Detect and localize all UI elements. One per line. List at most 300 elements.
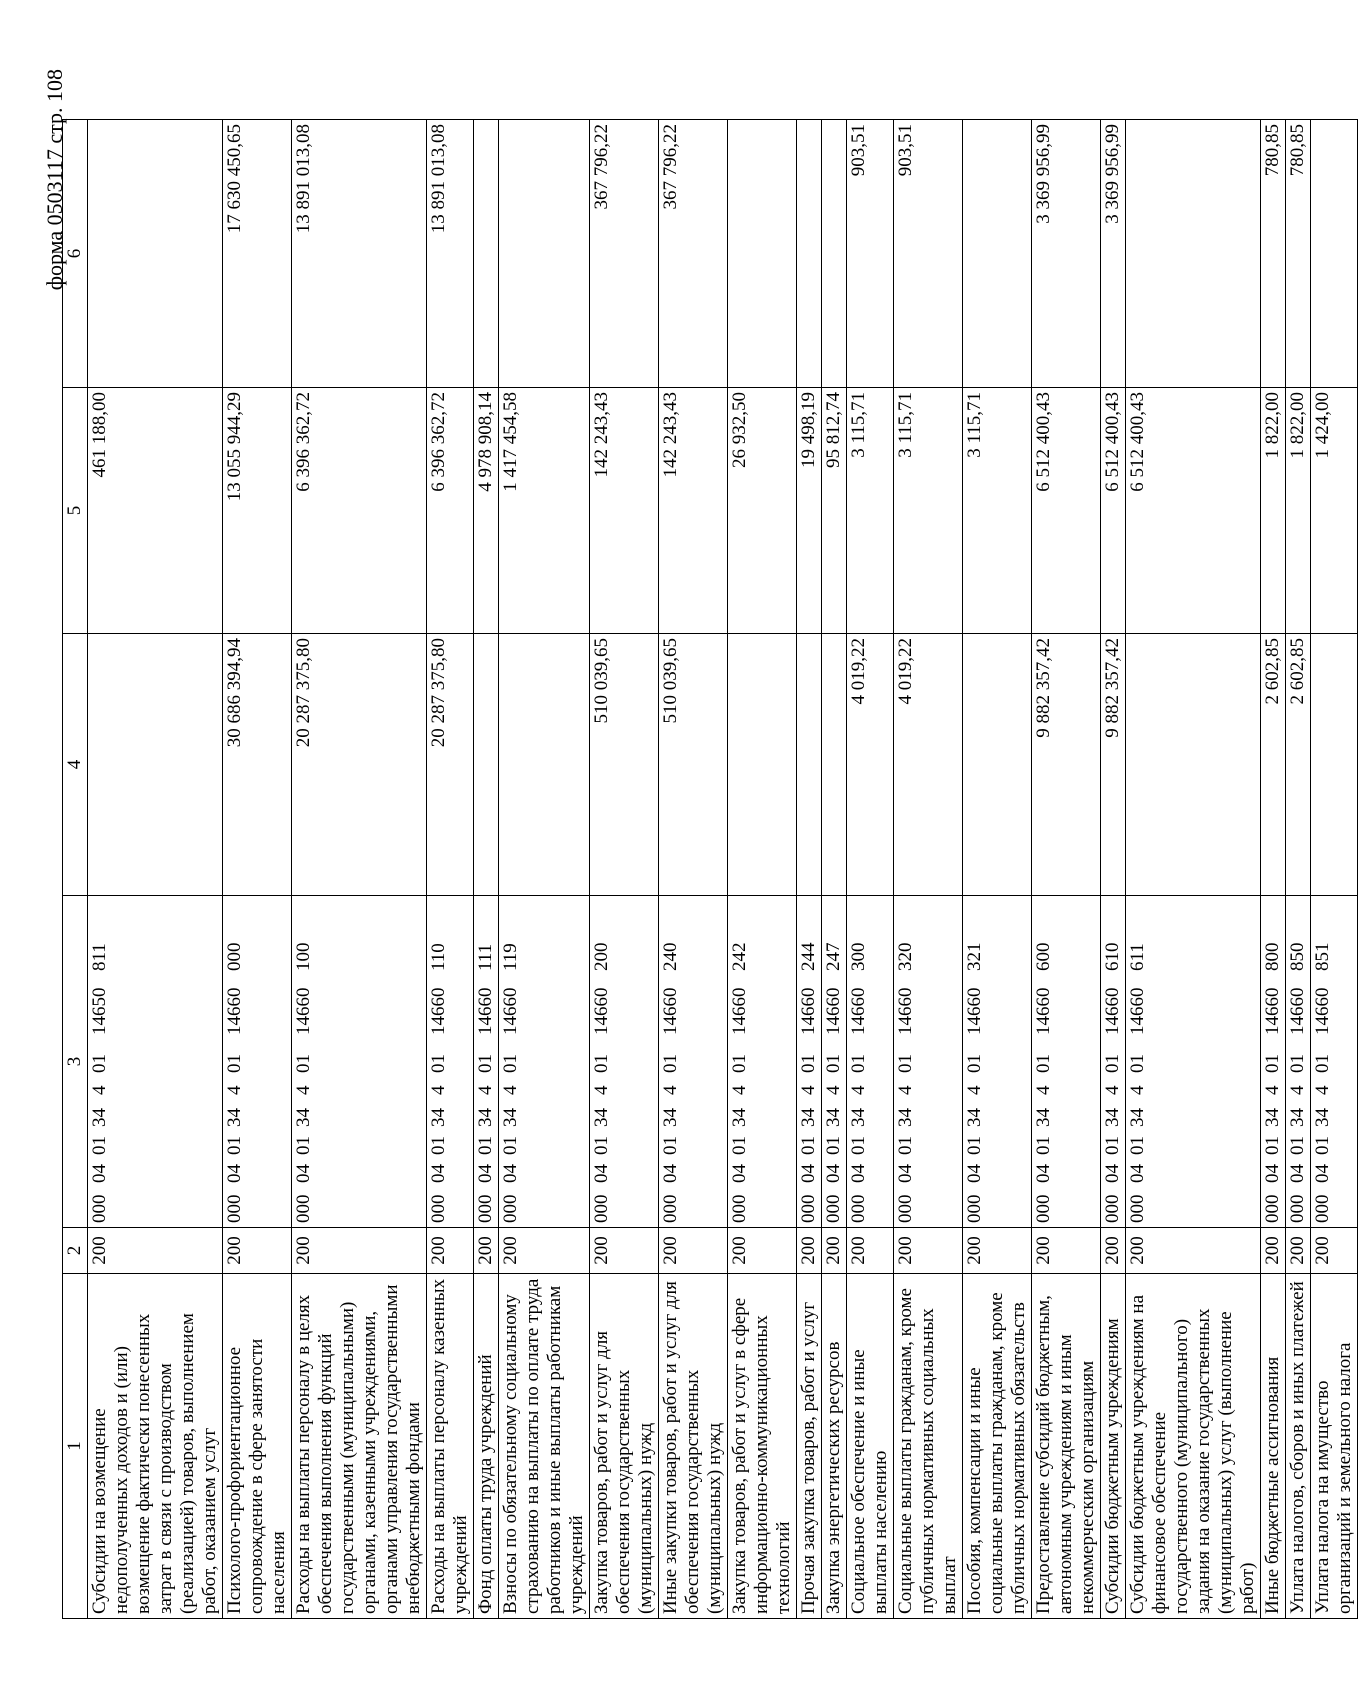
- executed-amount: 95 812,74: [822, 388, 847, 634]
- code-segment: 04: [798, 1164, 819, 1183]
- line-code: 200: [894, 1228, 963, 1274]
- executed-amount: 1 417 454,58: [499, 388, 590, 634]
- code-segment: 01: [224, 1136, 245, 1155]
- form-label: форма 0503117 стр. 108: [42, 69, 67, 291]
- code-segment: 04: [591, 1164, 612, 1183]
- code-segment: 34: [293, 1108, 314, 1127]
- budget-classification-code: [223, 896, 292, 1228]
- column-header-3: 3: [63, 896, 88, 1228]
- code-segment: 01: [660, 1054, 681, 1073]
- code-segment: 611: [1127, 943, 1148, 971]
- line-code: 200: [223, 1228, 292, 1274]
- code-segment: 04: [895, 1164, 916, 1183]
- code-segment: 01: [798, 1136, 819, 1155]
- code-segment: 14660: [1102, 987, 1123, 1035]
- code-segment: 01: [591, 1136, 612, 1155]
- line-code: 200: [797, 1228, 822, 1274]
- code-segment: 01: [1102, 1136, 1123, 1155]
- approved-amount: 510 039,65: [659, 634, 728, 896]
- code-segment: 14660: [1312, 987, 1333, 1035]
- budget-classification-code: [1101, 896, 1126, 1228]
- unexecuted-amount: 903,51: [894, 120, 963, 388]
- code-segment: 34: [89, 1108, 110, 1127]
- code-segment: 04: [964, 1164, 985, 1183]
- expense-table: [62, 119, 1358, 1619]
- table-row: [1311, 120, 1358, 1619]
- executed-amount: 19 498,19: [797, 388, 822, 634]
- executed-amount: 13 055 944,29: [223, 388, 292, 634]
- row-name: Субсидии на возмещение недополученных доходов и (или) возмещение фактически понесенных затрат в связи с производством (реализацией) товаров, выполнением работ, оказанием услуг: [88, 1274, 223, 1619]
- row-name: Иные бюджетные ассигнования: [1261, 1274, 1286, 1619]
- column-header-6: 6: [63, 120, 88, 388]
- code-segment: 321: [964, 942, 985, 971]
- unexecuted-amount: [474, 120, 499, 388]
- code-segment: 01: [1033, 1136, 1054, 1155]
- code-segment: 01: [293, 1054, 314, 1073]
- table-row: [847, 120, 894, 1619]
- row-name: Уплата налога на имущество организаций и земельного налога: [1311, 1274, 1358, 1619]
- code-segment: 01: [475, 1136, 496, 1155]
- code-segment: 34: [1033, 1108, 1054, 1127]
- budget-classification-code: [963, 896, 1032, 1228]
- code-segment: 01: [89, 1054, 110, 1073]
- code-segment: 34: [591, 1108, 612, 1127]
- code-segment: 000: [428, 1194, 449, 1223]
- code-segment: 01: [660, 1136, 681, 1155]
- code-segment: 850: [1287, 942, 1308, 971]
- unexecuted-amount: 13 891 013,08: [292, 120, 427, 388]
- unexecuted-amount: 367 796,22: [590, 120, 659, 388]
- code-segment: 4: [895, 1085, 916, 1095]
- code-segment: 4: [823, 1085, 844, 1095]
- line-code: 200: [1101, 1228, 1126, 1274]
- code-segment: 04: [224, 1164, 245, 1183]
- budget-classification-code: [1286, 896, 1311, 1228]
- table-row: [292, 120, 427, 1619]
- code-segment: 000: [591, 1194, 612, 1223]
- table-row: [797, 120, 822, 1619]
- code-segment: 14650: [89, 987, 110, 1035]
- code-segment: 4: [1262, 1085, 1283, 1095]
- row-name: Прочая закупка товаров, работ и услуг: [797, 1274, 822, 1619]
- row-name: Закупка энергетических ресурсов: [822, 1274, 847, 1619]
- unexecuted-amount: 3 369 956,99: [1032, 120, 1101, 388]
- executed-amount: 6 512 400,43: [1101, 388, 1126, 634]
- code-segment: 100: [293, 942, 314, 971]
- code-segment: 000: [660, 1194, 681, 1223]
- row-name: Психолого-профориентационное сопровождение в сфере занятости населения: [223, 1274, 292, 1619]
- code-segment: 04: [660, 1164, 681, 1183]
- column-header-5: 5: [63, 388, 88, 634]
- code-segment: 4: [660, 1085, 681, 1095]
- code-segment: 000: [224, 942, 245, 971]
- code-segment: 300: [848, 942, 869, 971]
- unexecuted-amount: 903,51: [847, 120, 894, 388]
- budget-classification-code: [292, 896, 427, 1228]
- executed-amount: 6 396 362,72: [292, 388, 427, 634]
- code-segment: 4: [475, 1085, 496, 1095]
- code-segment: 01: [1033, 1054, 1054, 1073]
- code-segment: 000: [89, 1194, 110, 1223]
- code-segment: 851: [1312, 942, 1333, 971]
- code-segment: 000: [729, 1194, 750, 1223]
- code-segment: 320: [895, 942, 916, 971]
- code-segment: 244: [798, 942, 819, 971]
- code-segment: 01: [964, 1136, 985, 1155]
- row-name: Предоставление субсидий бюджетным, автономным учреждениям и иным некоммерческим организациям: [1032, 1274, 1101, 1619]
- approved-amount: [797, 634, 822, 896]
- executed-amount: 142 243,43: [590, 388, 659, 634]
- code-segment: 14660: [293, 987, 314, 1035]
- code-segment: 4: [1102, 1085, 1123, 1095]
- table-row: [499, 120, 590, 1619]
- line-code: 200: [590, 1228, 659, 1274]
- budget-classification-code: [427, 896, 474, 1228]
- row-name: Расходы на выплаты персоналу казенных учреждений: [427, 1274, 474, 1619]
- executed-amount: 4 978 908,14: [474, 388, 499, 634]
- code-segment: 14660: [964, 987, 985, 1035]
- approved-amount: 510 039,65: [590, 634, 659, 896]
- approved-amount: [499, 634, 590, 896]
- line-code: 200: [1261, 1228, 1286, 1274]
- code-segment: 01: [591, 1054, 612, 1073]
- row-name: Иные закупки товаров, работ и услуг для обеспечения государственных (муниципальных) нужд: [659, 1274, 728, 1619]
- line-code: 200: [1126, 1228, 1261, 1274]
- code-segment: 01: [729, 1136, 750, 1155]
- code-segment: 34: [1127, 1108, 1148, 1127]
- row-name: Субсидии бюджетным учреждениям на финансовое обеспечение государственного (муниципального) задания на оказание государственных (муниципальных) услуг (выполнение работ): [1126, 1274, 1261, 1619]
- unexecuted-amount: [1126, 120, 1261, 388]
- code-segment: 01: [428, 1136, 449, 1155]
- line-code: 200: [292, 1228, 427, 1274]
- code-segment: 000: [964, 1194, 985, 1223]
- code-segment: 04: [1312, 1164, 1333, 1183]
- code-segment: 01: [1127, 1054, 1148, 1073]
- code-segment: 04: [293, 1164, 314, 1183]
- code-segment: 000: [500, 1194, 521, 1223]
- budget-classification-code: [1032, 896, 1101, 1228]
- approved-amount: 4 019,22: [847, 634, 894, 896]
- executed-amount: 1 822,00: [1286, 388, 1311, 634]
- code-segment: 04: [823, 1164, 844, 1183]
- code-segment: 01: [428, 1054, 449, 1073]
- code-segment: 4: [89, 1085, 110, 1095]
- approved-amount: [1311, 634, 1358, 896]
- code-segment: 247: [823, 942, 844, 971]
- unexecuted-amount: [499, 120, 590, 388]
- code-segment: 04: [89, 1164, 110, 1183]
- unexecuted-amount: 17 630 450,65: [223, 120, 292, 388]
- code-segment: 14660: [1262, 987, 1283, 1035]
- unexecuted-amount: 13 891 013,08: [427, 120, 474, 388]
- line-code: 200: [963, 1228, 1032, 1274]
- budget-classification-code: [1261, 896, 1286, 1228]
- code-segment: 811: [89, 943, 110, 971]
- budget-classification-code: [1311, 896, 1358, 1228]
- code-segment: 000: [823, 1194, 844, 1223]
- unexecuted-amount: [1311, 120, 1358, 388]
- code-segment: 111: [475, 943, 496, 971]
- code-segment: 610: [1102, 942, 1123, 971]
- code-segment: 34: [428, 1108, 449, 1127]
- code-segment: 14660: [428, 987, 449, 1035]
- line-code: 200: [427, 1228, 474, 1274]
- table-row: [659, 120, 728, 1619]
- approved-amount: 2 602,85: [1286, 634, 1311, 896]
- code-segment: 01: [895, 1136, 916, 1155]
- code-segment: 04: [1033, 1164, 1054, 1183]
- unexecuted-amount: 367 796,22: [659, 120, 728, 388]
- unexecuted-amount: [822, 120, 847, 388]
- code-segment: 34: [1102, 1108, 1123, 1127]
- table-row: [894, 120, 963, 1619]
- executed-amount: 26 932,50: [728, 388, 797, 634]
- approved-amount: [963, 634, 1032, 896]
- code-segment: 000: [293, 1194, 314, 1223]
- code-segment: 4: [293, 1085, 314, 1095]
- code-segment: 34: [895, 1108, 916, 1127]
- row-name: Пособия, компенсации и иные социальные выплаты гражданам, кроме публичных нормативных обязательств: [963, 1274, 1032, 1619]
- budget-classification-code: [590, 896, 659, 1228]
- row-name: Взносы по обязательному социальному страхованию на выплаты по оплате труда работников и иные выплаты работникам учреждений: [499, 1274, 590, 1619]
- code-segment: 14660: [500, 987, 521, 1035]
- approved-amount: 9 882 357,42: [1101, 634, 1126, 896]
- row-name: Субсидии бюджетным учреждениям: [1101, 1274, 1126, 1619]
- code-segment: 000: [1287, 1194, 1308, 1223]
- code-segment: 04: [500, 1164, 521, 1183]
- code-segment: 119: [500, 943, 521, 971]
- approved-amount: [1126, 634, 1261, 896]
- table-row: [822, 120, 847, 1619]
- table-row: [474, 120, 499, 1619]
- code-segment: 000: [848, 1194, 869, 1223]
- code-segment: 240: [660, 942, 681, 971]
- executed-amount: 6 512 400,43: [1032, 388, 1101, 634]
- code-segment: 200: [591, 942, 612, 971]
- code-segment: 4: [500, 1085, 521, 1095]
- code-segment: 01: [823, 1136, 844, 1155]
- approved-amount: 2 602,85: [1261, 634, 1286, 896]
- code-segment: 01: [848, 1054, 869, 1073]
- code-segment: 01: [89, 1136, 110, 1155]
- code-segment: 4: [848, 1085, 869, 1095]
- executed-amount: 1 424,00: [1311, 388, 1358, 634]
- code-segment: 34: [224, 1108, 245, 1127]
- budget-classification-code: [659, 896, 728, 1228]
- code-segment: 01: [500, 1054, 521, 1073]
- code-segment: 34: [1312, 1108, 1333, 1127]
- code-segment: 34: [660, 1108, 681, 1127]
- code-segment: 4: [798, 1085, 819, 1095]
- code-segment: 600: [1033, 942, 1054, 971]
- unexecuted-amount: [728, 120, 797, 388]
- code-segment: 000: [475, 1194, 496, 1223]
- code-segment: 14660: [224, 987, 245, 1035]
- code-segment: 34: [798, 1108, 819, 1127]
- code-segment: 4: [1033, 1085, 1054, 1095]
- code-segment: 800: [1262, 942, 1283, 971]
- approved-amount: [88, 634, 223, 896]
- code-segment: 000: [895, 1194, 916, 1223]
- row-name: Фонд оплаты труда учреждений: [474, 1274, 499, 1619]
- line-code: 200: [1032, 1228, 1101, 1274]
- code-segment: 04: [1102, 1164, 1123, 1183]
- table-row: [1286, 120, 1311, 1619]
- code-segment: 34: [1262, 1108, 1283, 1127]
- approved-amount: [474, 634, 499, 896]
- code-segment: 110: [428, 943, 449, 971]
- code-segment: 01: [848, 1136, 869, 1155]
- line-code: 200: [728, 1228, 797, 1274]
- code-segment: 34: [964, 1108, 985, 1127]
- budget-classification-code: [894, 896, 963, 1228]
- approved-amount: 30 686 394,94: [223, 634, 292, 896]
- code-segment: 01: [1312, 1054, 1333, 1073]
- code-segment: 14660: [895, 987, 916, 1035]
- code-segment: 01: [895, 1054, 916, 1073]
- code-segment: 01: [1127, 1136, 1148, 1155]
- code-segment: 14660: [591, 987, 612, 1035]
- row-name: Социальное обеспечение и иные выплаты населению: [847, 1274, 894, 1619]
- code-segment: 04: [1262, 1164, 1283, 1183]
- code-segment: 34: [475, 1108, 496, 1127]
- code-segment: 000: [224, 1194, 245, 1223]
- executed-amount: 1 822,00: [1261, 388, 1286, 634]
- approved-amount: 20 287 375,80: [427, 634, 474, 896]
- table-header: [63, 120, 88, 1619]
- code-segment: 01: [1312, 1136, 1333, 1155]
- code-segment: 04: [475, 1164, 496, 1183]
- code-segment: 4: [591, 1085, 612, 1095]
- approved-amount: 4 019,22: [894, 634, 963, 896]
- code-segment: 4: [428, 1085, 449, 1095]
- table-row: [1101, 120, 1126, 1619]
- executed-amount: 3 115,71: [847, 388, 894, 634]
- code-segment: 04: [848, 1164, 869, 1183]
- line-code: 200: [88, 1228, 223, 1274]
- unexecuted-amount: [963, 120, 1032, 388]
- table-row: [1126, 120, 1261, 1619]
- executed-amount: 3 115,71: [963, 388, 1032, 634]
- code-segment: 04: [1287, 1164, 1308, 1183]
- code-segment: 4: [1312, 1085, 1333, 1095]
- code-segment: 34: [823, 1108, 844, 1127]
- code-segment: 01: [823, 1054, 844, 1073]
- code-segment: 14660: [729, 987, 750, 1035]
- budget-classification-code: [1126, 896, 1261, 1228]
- budget-classification-code: [474, 896, 499, 1228]
- approved-amount: [822, 634, 847, 896]
- code-segment: 000: [1127, 1194, 1148, 1223]
- code-segment: 01: [798, 1054, 819, 1073]
- code-segment: 4: [1127, 1085, 1148, 1095]
- code-segment: 4: [964, 1085, 985, 1095]
- code-segment: 242: [729, 942, 750, 971]
- line-code: 200: [659, 1228, 728, 1274]
- code-segment: 01: [1287, 1054, 1308, 1073]
- budget-classification-code: [88, 896, 223, 1228]
- code-segment: 14660: [798, 987, 819, 1035]
- code-segment: 01: [475, 1054, 496, 1073]
- unexecuted-amount: 780,85: [1286, 120, 1311, 388]
- unexecuted-amount: [797, 120, 822, 388]
- row-name: Расходы на выплаты персоналу в целях обеспечения выполнения функций государственными (муниципальными) органами, казенными учреждениями, органами управления государственными внебюджетными фондами: [292, 1274, 427, 1619]
- table-row: [223, 120, 292, 1619]
- column-header-2: 2: [63, 1228, 88, 1274]
- code-segment: 14660: [1033, 987, 1054, 1035]
- code-segment: 01: [964, 1054, 985, 1073]
- executed-amount: 6 512 400,43: [1126, 388, 1261, 634]
- budget-classification-code: [797, 896, 822, 1228]
- code-segment: 34: [848, 1108, 869, 1127]
- line-code: 200: [1286, 1228, 1311, 1274]
- table-row: [590, 120, 659, 1619]
- code-segment: 000: [1312, 1194, 1333, 1223]
- executed-amount: 461 188,00: [88, 388, 223, 634]
- line-code: 200: [1311, 1228, 1358, 1274]
- code-segment: 04: [729, 1164, 750, 1183]
- executed-amount: 6 396 362,72: [427, 388, 474, 634]
- table-row: [963, 120, 1032, 1619]
- approved-amount: 9 882 357,42: [1032, 634, 1101, 896]
- line-code: 200: [847, 1228, 894, 1274]
- code-segment: 01: [224, 1054, 245, 1073]
- column-header-1: 1: [63, 1274, 88, 1619]
- budget-classification-code: [822, 896, 847, 1228]
- code-segment: 01: [1262, 1136, 1283, 1155]
- approved-amount: 20 287 375,80: [292, 634, 427, 896]
- table-row: [1261, 120, 1286, 1619]
- code-segment: 04: [1127, 1164, 1148, 1183]
- approved-amount: [728, 634, 797, 896]
- code-segment: 000: [798, 1194, 819, 1223]
- row-name: Социальные выплаты гражданам, кроме публичных нормативных социальных выплат: [894, 1274, 963, 1619]
- unexecuted-amount: [88, 120, 223, 388]
- budget-classification-code: [728, 896, 797, 1228]
- budget-classification-code: [847, 896, 894, 1228]
- unexecuted-amount: 3 369 956,99: [1101, 120, 1126, 388]
- code-segment: 000: [1102, 1194, 1123, 1223]
- code-segment: 01: [293, 1136, 314, 1155]
- table-row: [427, 120, 474, 1619]
- code-segment: 4: [1287, 1085, 1308, 1095]
- code-segment: 01: [500, 1136, 521, 1155]
- header-row: [63, 120, 88, 1619]
- code-segment: 14660: [823, 987, 844, 1035]
- row-name: Уплата налогов, сборов и иных платежей: [1286, 1274, 1311, 1619]
- code-segment: 14660: [475, 987, 496, 1035]
- code-segment: 14660: [1287, 987, 1308, 1035]
- code-segment: 14660: [1127, 987, 1148, 1035]
- column-header-4: 4: [63, 634, 88, 896]
- code-segment: 000: [1033, 1194, 1054, 1223]
- table-row: [1032, 120, 1101, 1619]
- code-segment: 4: [729, 1085, 750, 1095]
- code-segment: 34: [729, 1108, 750, 1127]
- code-segment: 01: [1102, 1054, 1123, 1073]
- executed-amount: 3 115,71: [894, 388, 963, 634]
- budget-classification-code: [499, 896, 590, 1228]
- row-name: Закупка товаров, работ и услуг в сфере информационно-коммуникационных технологий: [728, 1274, 797, 1619]
- executed-amount: 142 243,43: [659, 388, 728, 634]
- code-segment: 34: [1287, 1108, 1308, 1127]
- line-code: 200: [822, 1228, 847, 1274]
- row-name: Закупка товаров, работ и услуг для обеспечения государственных (муниципальных) нужд: [590, 1274, 659, 1619]
- code-segment: 04: [428, 1164, 449, 1183]
- line-code: 200: [474, 1228, 499, 1274]
- line-code: 200: [499, 1228, 590, 1274]
- unexecuted-amount: 780,85: [1261, 120, 1286, 388]
